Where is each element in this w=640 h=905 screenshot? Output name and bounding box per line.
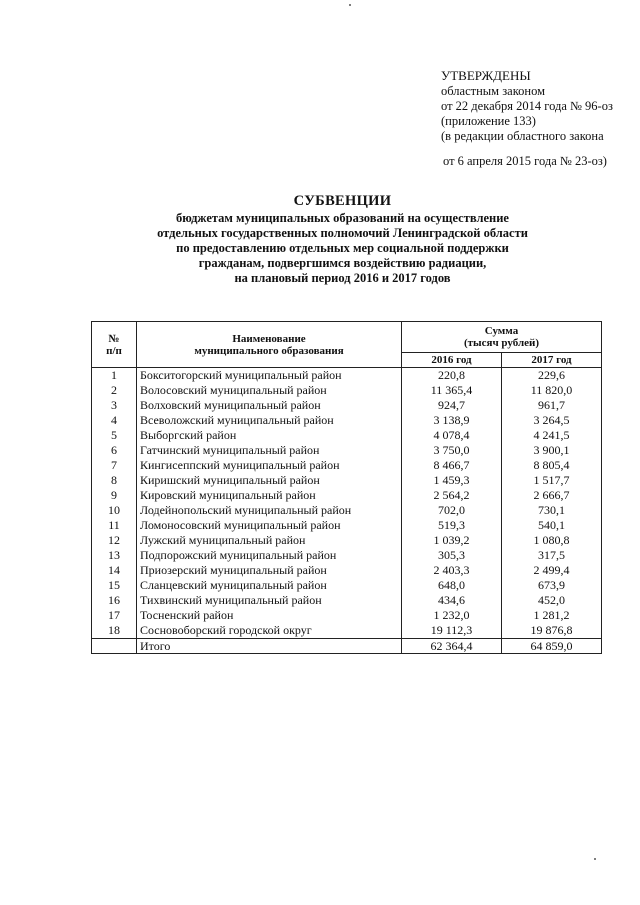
row-value-2017: 961,7 — [502, 398, 602, 413]
row-value-2016: 2 403,3 — [402, 563, 502, 578]
row-name: Бокситогорский муниципальный район — [137, 368, 402, 384]
row-value-2016: 8 466,7 — [402, 458, 502, 473]
row-value-2016: 220,8 — [402, 368, 502, 384]
row-value-2017: 673,9 — [502, 578, 602, 593]
row-value-2017: 1 080,8 — [502, 533, 602, 548]
row-value-2016: 3 138,9 — [402, 413, 502, 428]
row-value-2017: 2 666,7 — [502, 488, 602, 503]
row-name: Ломоносовский муниципальный район — [137, 518, 402, 533]
table-row — [92, 533, 602, 548]
row-name: Подпорожский муниципальный район — [137, 548, 402, 563]
row-value-2016: 648,0 — [402, 578, 502, 593]
row-name: Приозерский муниципальный район — [137, 563, 402, 578]
table-row — [92, 548, 602, 563]
row-value-2017: 730,1 — [502, 503, 602, 518]
row-value-2016: 11 365,4 — [402, 383, 502, 398]
total-2016: 62 364,4 — [402, 639, 502, 654]
approval-line: областным законом — [441, 84, 546, 98]
col-header-year-2016: 2016 год — [402, 353, 502, 368]
row-number: 7 — [92, 458, 137, 473]
total-row — [92, 639, 602, 654]
col-header-name: Наименование муниципального образования — [137, 322, 402, 368]
row-value-2017: 1 517,7 — [502, 473, 602, 488]
row-number: 15 — [92, 578, 137, 593]
table-row — [92, 413, 602, 428]
row-name: Волховский муниципальный район — [137, 398, 402, 413]
approval-line: (приложение 133) — [441, 114, 536, 128]
row-name: Сланцевский муниципальный район — [137, 578, 402, 593]
row-value-2017: 229,6 — [502, 368, 602, 384]
table-row — [92, 623, 602, 639]
col-header-year-2017: 2017 год — [502, 353, 602, 368]
scan-speck — [594, 858, 596, 860]
row-value-2017: 3 900,1 — [502, 443, 602, 458]
total-number-cell — [92, 639, 137, 654]
row-value-2016: 3 750,0 — [402, 443, 502, 458]
table-row — [92, 383, 602, 398]
row-value-2016: 2 564,2 — [402, 488, 502, 503]
approval-block — [441, 68, 613, 169]
table-row — [92, 518, 602, 533]
row-number: 1 — [92, 368, 137, 384]
title-line: на плановый период 2016 и 2017 годов — [234, 271, 451, 285]
table-row — [92, 503, 602, 518]
row-name: Кингисеппский муниципальный район — [137, 458, 402, 473]
row-value-2016: 19 112,3 — [402, 623, 502, 639]
row-number: 17 — [92, 608, 137, 623]
row-number: 3 — [92, 398, 137, 413]
row-name: Тосненский район — [137, 608, 402, 623]
scan-speck — [349, 4, 351, 6]
row-name: Гатчинский муниципальный район — [137, 443, 402, 458]
total-2017: 64 859,0 — [502, 639, 602, 654]
row-number: 2 — [92, 383, 137, 398]
table-row — [92, 443, 602, 458]
row-value-2016: 924,7 — [402, 398, 502, 413]
table-row — [92, 608, 602, 623]
approval-line: (в редакции областного закона — [441, 129, 604, 143]
row-name: Тихвинский муниципальный район — [137, 593, 402, 608]
table-row — [92, 593, 602, 608]
row-value-2017: 8 805,4 — [502, 458, 602, 473]
title-line: по предоставлению отдельных мер социальной поддержки — [176, 241, 509, 255]
title-line: бюджетам муниципальных образований на осуществление — [176, 211, 509, 225]
row-value-2016: 434,6 — [402, 593, 502, 608]
row-value-2017: 4 241,5 — [502, 428, 602, 443]
approval-heading: УТВЕРЖДЕНЫ — [441, 68, 531, 83]
row-name: Всеволожский муниципальный район — [137, 413, 402, 428]
row-number: 8 — [92, 473, 137, 488]
approval-line: от 22 декабря 2014 года № 96-оз — [441, 99, 613, 113]
row-value-2017: 540,1 — [502, 518, 602, 533]
row-name: Лодейнопольский муниципальный район — [137, 503, 402, 518]
subsidies-table — [91, 321, 602, 654]
table-row — [92, 578, 602, 593]
row-value-2017: 317,5 — [502, 548, 602, 563]
row-name: Киришский муниципальный район — [137, 473, 402, 488]
table-row — [92, 428, 602, 443]
row-number: 14 — [92, 563, 137, 578]
row-name: Лужский муниципальный район — [137, 533, 402, 548]
total-label: Итого — [137, 639, 402, 654]
row-number: 11 — [92, 518, 137, 533]
row-name: Сосновоборский городской округ — [137, 623, 402, 639]
row-value-2016: 4 078,4 — [402, 428, 502, 443]
row-value-2017: 19 876,8 — [502, 623, 602, 639]
row-value-2016: 519,3 — [402, 518, 502, 533]
row-number: 16 — [92, 593, 137, 608]
row-value-2016: 1 459,3 — [402, 473, 502, 488]
row-value-2016: 1 039,2 — [402, 533, 502, 548]
row-name: Выборгский район — [137, 428, 402, 443]
row-value-2017: 1 281,2 — [502, 608, 602, 623]
table-row — [92, 563, 602, 578]
row-value-2016: 702,0 — [402, 503, 502, 518]
row-number: 4 — [92, 413, 137, 428]
row-value-2017: 11 820,0 — [502, 383, 602, 398]
row-number: 6 — [92, 443, 137, 458]
row-number: 10 — [92, 503, 137, 518]
row-name: Кировский муниципальный район — [137, 488, 402, 503]
row-value-2016: 1 232,0 — [402, 608, 502, 623]
col-header-sum: Сумма (тысяч рублей) — [402, 322, 602, 353]
row-value-2017: 2 499,4 — [502, 563, 602, 578]
title-line: отдельных государственных полномочий Ленинградской области — [157, 226, 528, 240]
table-body — [92, 368, 602, 639]
approval-line: от 6 апреля 2015 года № 23-оз) — [443, 154, 607, 168]
table-row — [92, 473, 602, 488]
row-number: 13 — [92, 548, 137, 563]
table-row — [92, 488, 602, 503]
title-main: СУБВЕНЦИИ — [293, 193, 392, 209]
row-value-2017: 452,0 — [502, 593, 602, 608]
title-line: гражданам, подвергшимся воздействию радиации, — [198, 256, 487, 270]
row-number: 12 — [92, 533, 137, 548]
row-value-2016: 305,3 — [402, 548, 502, 563]
col-header-number: № п/п — [92, 322, 137, 368]
document-title — [90, 194, 595, 286]
row-number: 5 — [92, 428, 137, 443]
table-row — [92, 368, 602, 384]
row-number: 9 — [92, 488, 137, 503]
row-value-2017: 3 264,5 — [502, 413, 602, 428]
table-row — [92, 398, 602, 413]
row-number: 18 — [92, 623, 137, 639]
row-name: Волосовский муниципальный район — [137, 383, 402, 398]
table-row — [92, 458, 602, 473]
